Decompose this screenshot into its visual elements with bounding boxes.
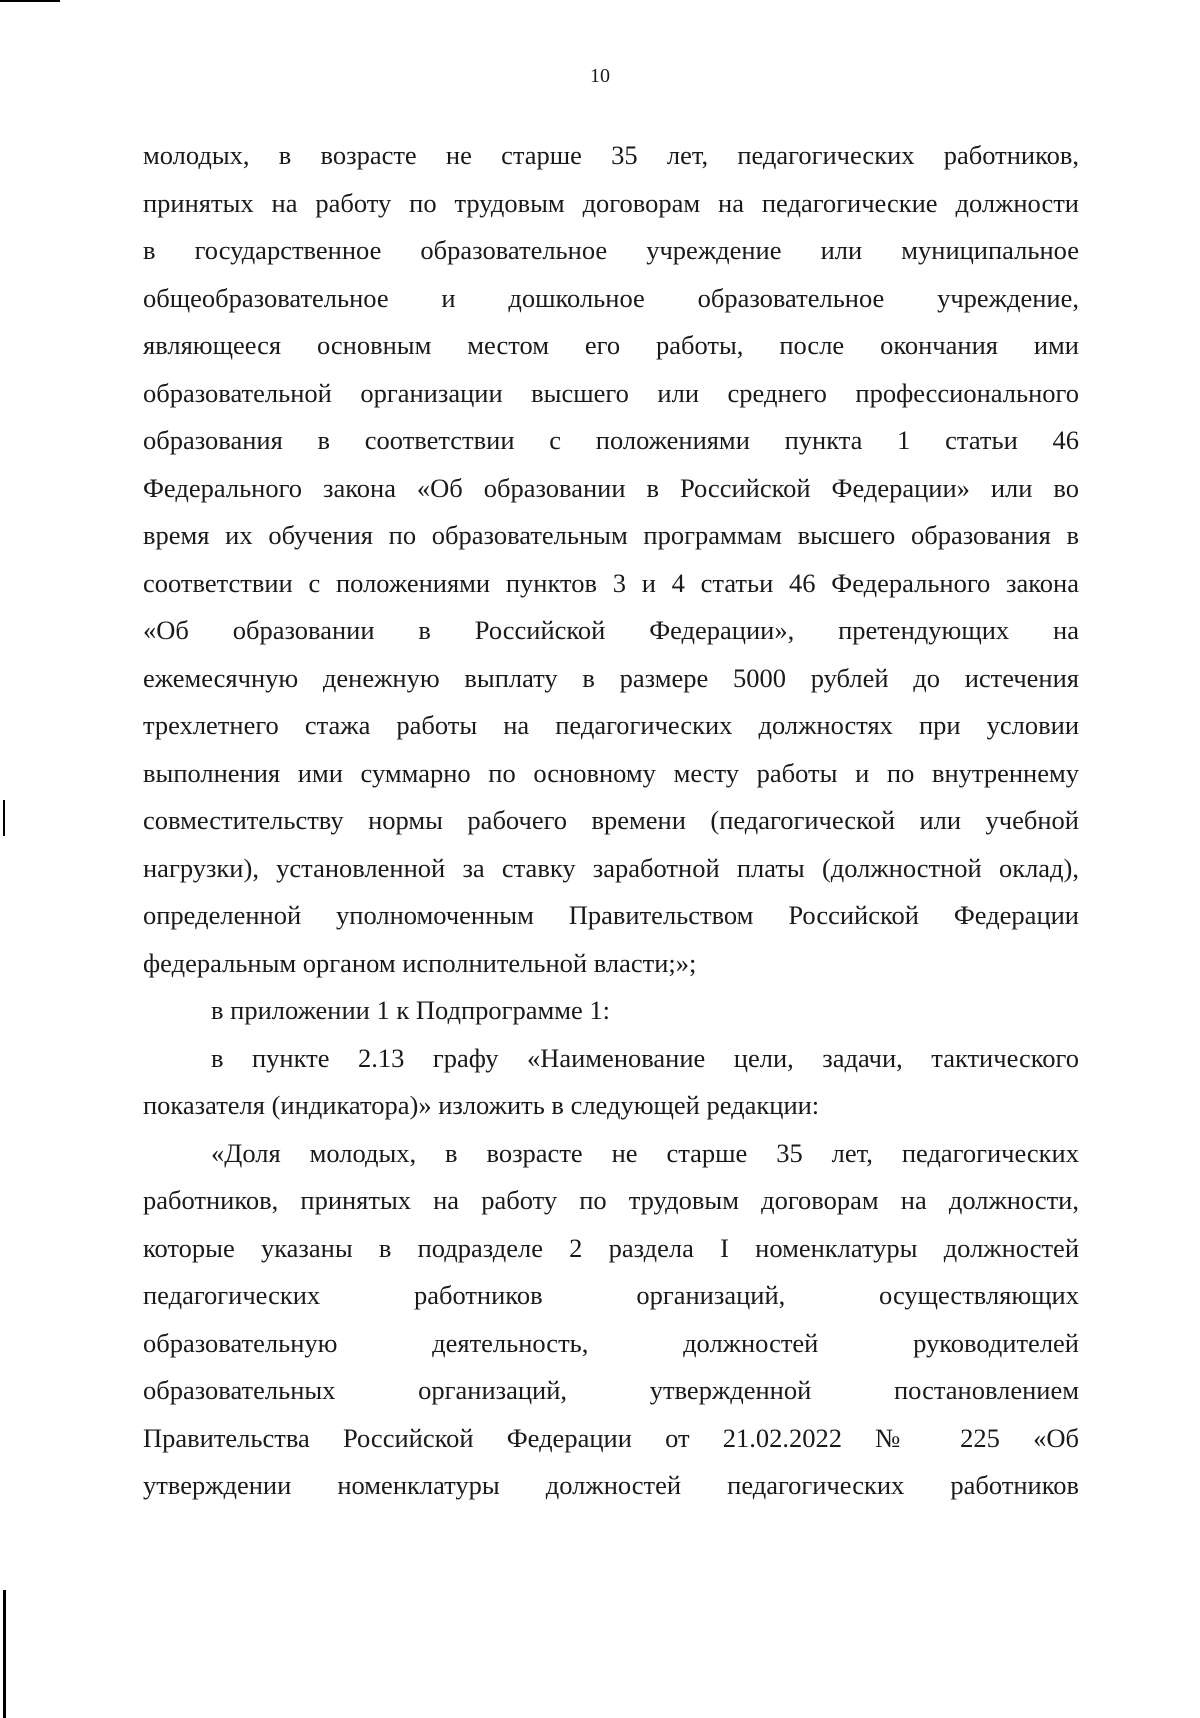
- text-line: образовательную деятельность, должностей руководителей: [143, 1327, 1079, 1358]
- text-line: нагрузки), установленной за ставку заработной платы (должностной оклад),: [143, 852, 1079, 883]
- text-line: соответствии с положениями пунктов 3 и 4 статьи 46 Федерального закона: [143, 567, 1079, 598]
- scan-mark-top-left: [0, 0, 60, 2]
- text-line: трехлетнего стажа работы на педагогических должностях при условии: [143, 710, 1079, 740]
- text-line: утверждении номенклатуры должностей педагогических работников: [143, 1470, 1079, 1500]
- text-line: являющееся основным местом его работы, после окончания ими: [143, 330, 1079, 360]
- text-line: образовательных организаций, утвержденной постановлением: [143, 1375, 1079, 1405]
- text-line: в пункте 2.13 графу «Наименование цели, задачи, тактического: [211, 1042, 1079, 1073]
- text-line: образовательной организации высшего или среднего профессионального: [143, 377, 1079, 408]
- text-line: совместительству нормы рабочего времени (педагогической или учебной: [143, 805, 1079, 835]
- text-line: определенной уполномоченным Правительством Российской Федерации: [143, 900, 1079, 930]
- page-number: 10: [590, 65, 610, 87]
- text-line: федеральным органом исполнительной власти;»;: [143, 947, 697, 978]
- text-line: принятых на работу по трудовым договорам на педагогические должности: [143, 187, 1079, 218]
- scan-mark-left-edge: [3, 800, 5, 836]
- text-line: работников, принятых на работу по трудовым договорам на должности,: [143, 1185, 1079, 1215]
- text-line: ежемесячную денежную выплату в размере 5000 рублей до истечения: [143, 662, 1079, 693]
- text-line: показателя (индикатора)» изложить в следующей редакции:: [143, 1090, 820, 1120]
- text-line: которые указаны в подразделе 2 раздела I номенклатуры должностей: [143, 1232, 1079, 1263]
- text-line: «Доля молодых, в возрасте не старше 35 лет, педагогических: [211, 1137, 1079, 1168]
- text-line: «Об образовании в Российской Федерации», претендующих на: [143, 615, 1079, 645]
- text-line: время их обучения по образовательным программам высшего образования в: [143, 520, 1079, 550]
- text-line: Правительства Российской Федерации от 21.02.2022 № 225 «Об: [143, 1422, 1079, 1453]
- document-body: [143, 132, 1079, 1510]
- scan-mark-left-edge-bottom: [3, 1590, 6, 1718]
- text-line: общеобразовательное и дошкольное образовательное учреждение,: [143, 282, 1079, 313]
- text-line: молодых, в возрасте не старше 35 лет, педагогических работников,: [143, 140, 1079, 170]
- text-line: Федерального закона «Об образовании в Российской Федерации» или во: [143, 472, 1079, 503]
- text-line: выполнения ими суммарно по основному месту работы и по внутреннему: [143, 757, 1079, 788]
- text-line: образования в соответствии с положениями пункта 1 статьи 46: [143, 425, 1079, 455]
- text-line: в приложении 1 к Подпрограмме 1:: [211, 995, 611, 1025]
- text-line: педагогических работников организаций, осуществляющих: [143, 1280, 1079, 1310]
- text-line: в государственное образовательное учреждение или муниципальное: [143, 235, 1079, 265]
